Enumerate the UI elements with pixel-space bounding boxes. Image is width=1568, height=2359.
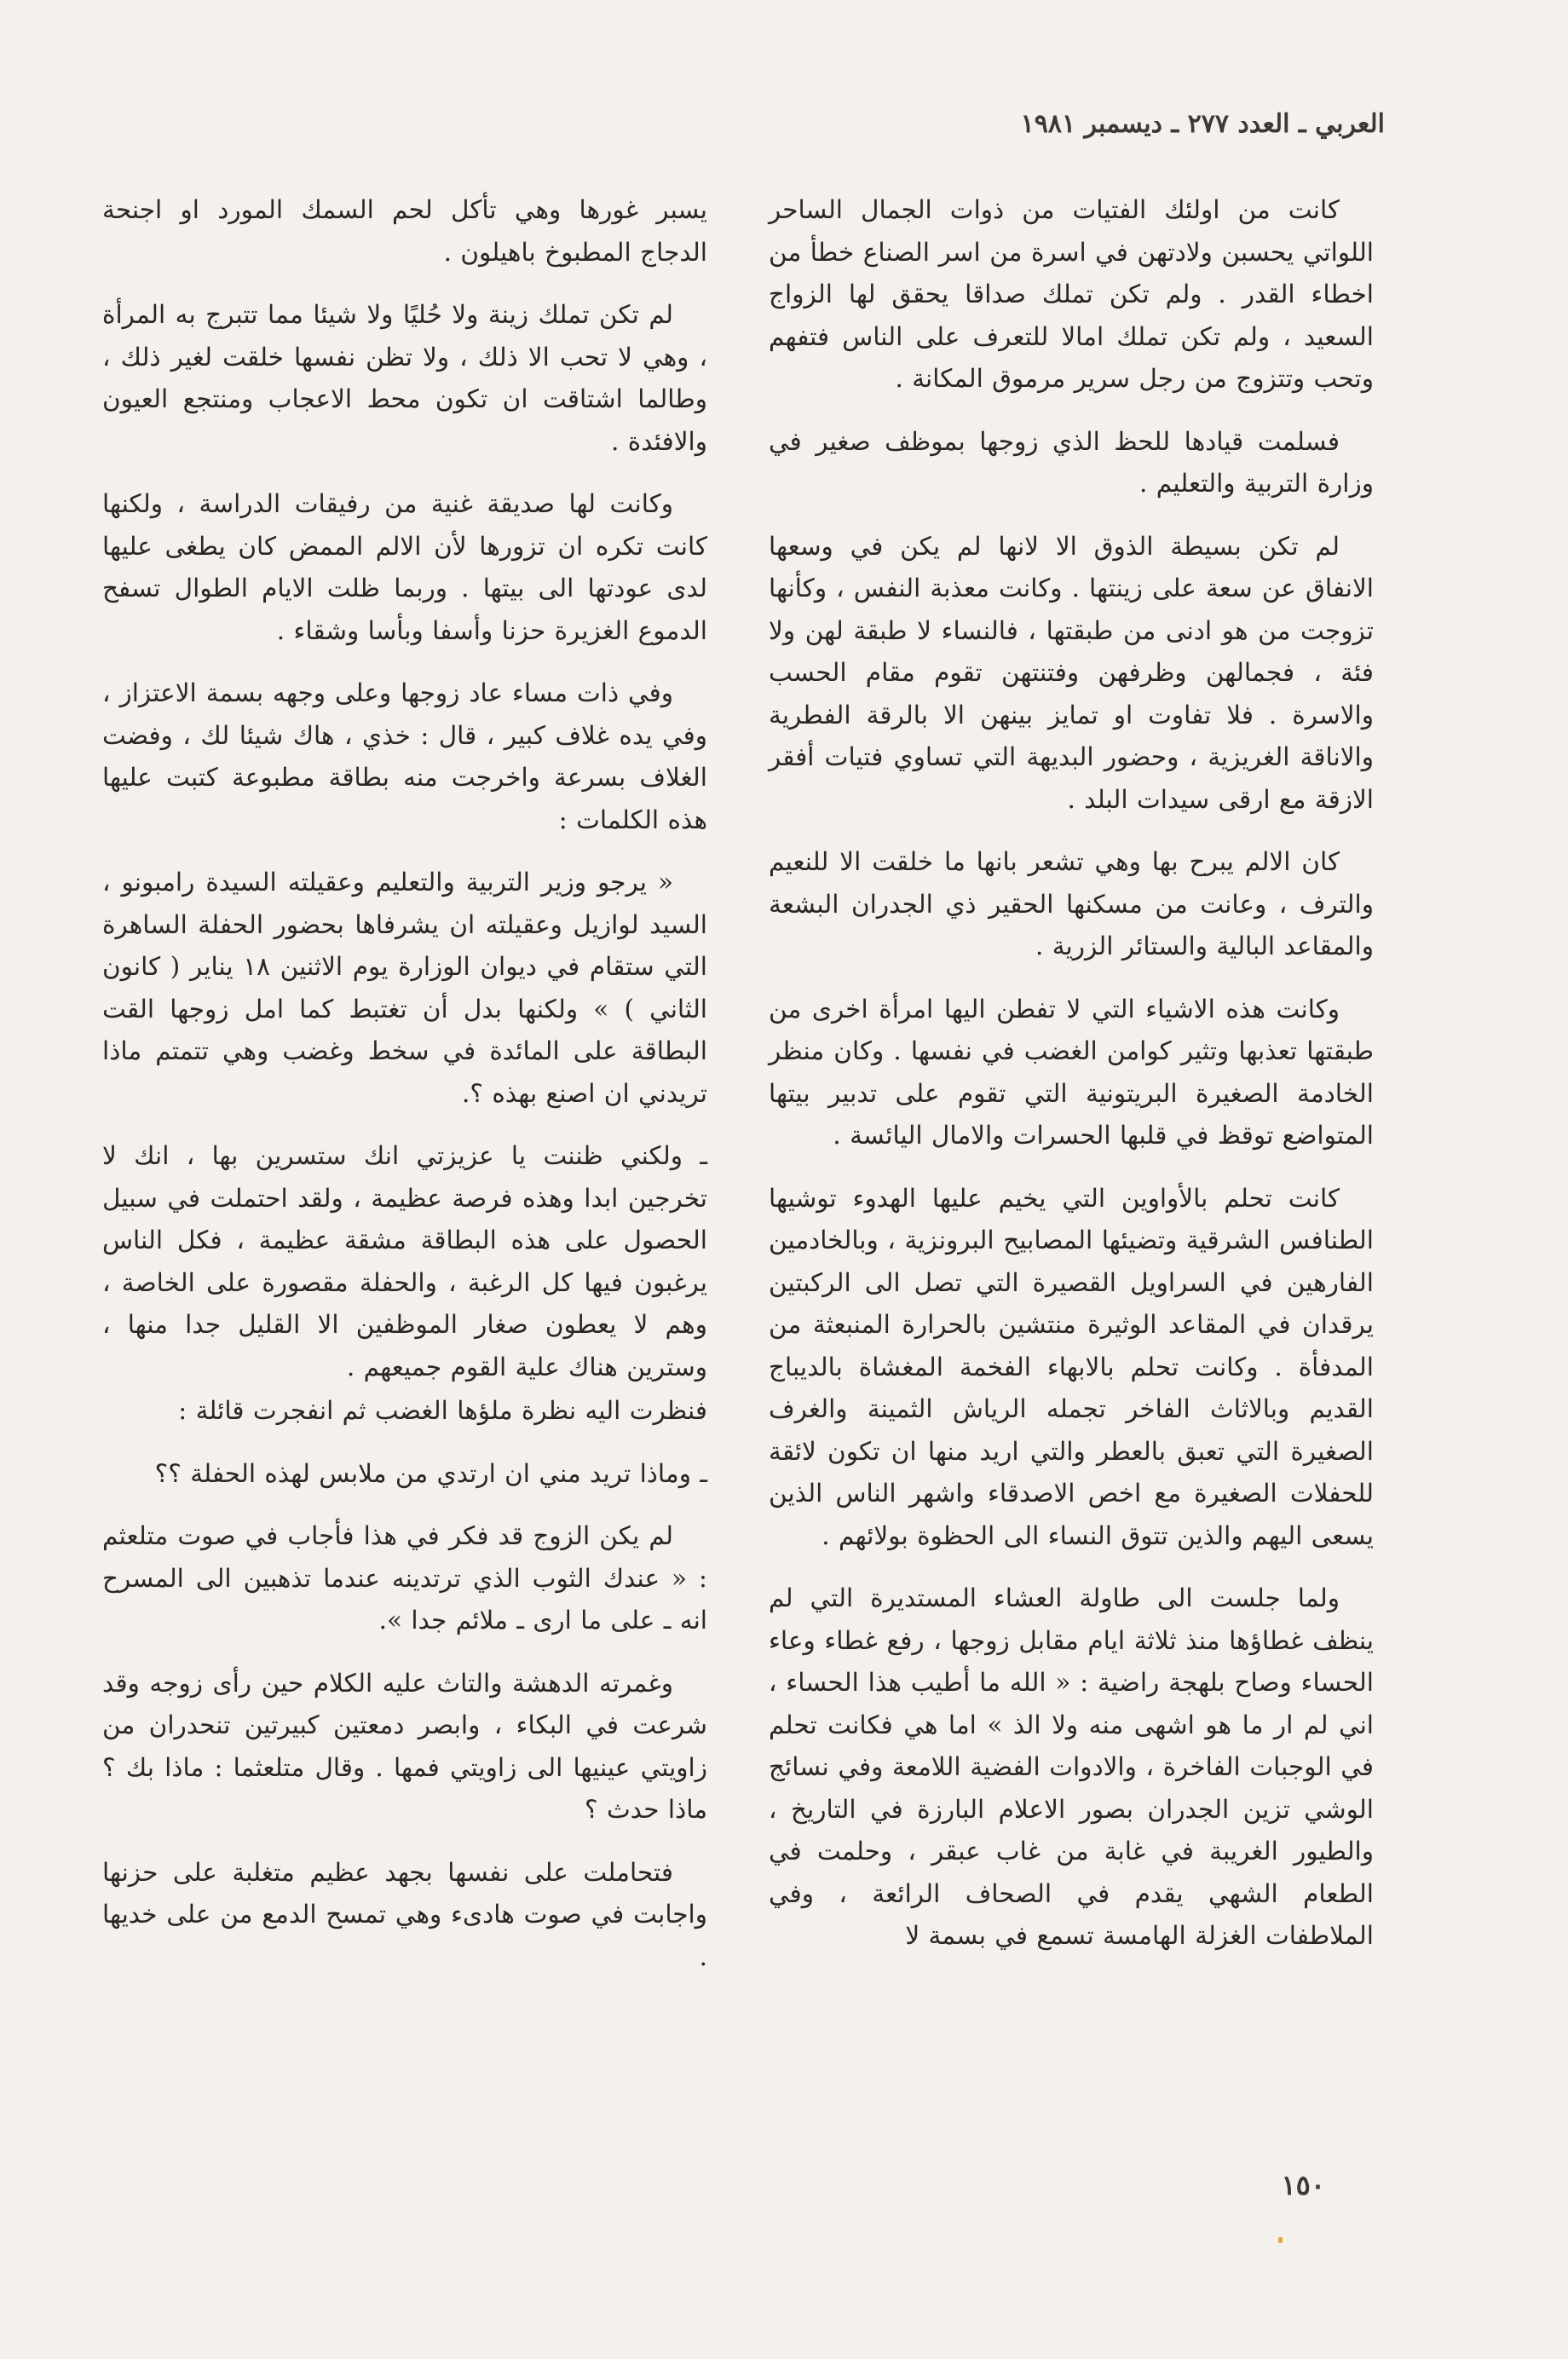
- paragraph: كان الالم يبرح بها وهي تشعر بانها ما خلقت الا للنعيم والترف ، وعانت من مسكنها الحقير ذي الجدران البشعة والمقاعد البالية والستائر الزرية .: [769, 847, 1374, 960]
- paragraph: فتحاملت على نفسها بجهد عظيم متغلبة على حزنها واجابت في صوت هادىء وهي تمسح الدمع من على خديها .: [102, 1857, 707, 1971]
- paragraph: يسبر غورها وهي تأكل لحم السمك المورد او اجنحة الدجاج المطبوخ باهيلون .: [102, 195, 707, 267]
- article-column-right: [769, 189, 1374, 1978]
- paragraph: وكانت هذه الاشياء التي لا تفطن اليها امرأة اخرى من طبقتها تعذبها وتثير كوامن الغضب في نفسها . وكان منظر الخادمة الصغيرة البريتونية التي تقوم على تدبير بيتها المتواضع توقظ في قلبها الحسرات والامال اليائسة .: [769, 994, 1374, 1150]
- paragraph: لم يكن الزوج قد فكر في هذا فأجاب في صوت متلعثم : « عندك الثوب الذي ترتدينه عندما تذهبين الى المسرح انه ـ على ما ارى ـ ملائم جدا ».: [102, 1521, 707, 1635]
- page-number: ١٥٠: [1281, 2169, 1325, 2201]
- paragraph: كانت من اولئك الفتيات من ذوات الجمال الساحر اللواتي يحسبن ولادتهن في اسرة من اسر الصناع خطأ من اخطاء القدر . ولم تكن تملك صداقا يحقق لها الزواج السعيد ، ولم تكن تملك امالا للتعرف على الناس فتفهم وتحب وتتزوج من رجل سرير مرموق المكانة .: [769, 195, 1375, 393]
- dialogue-line: ـ وماذا تريد مني ان ارتدي من ملابس لهذه الحفلة ؟؟: [154, 1458, 707, 1488]
- paragraph: ولما جلست الى طاولة العشاء المستديرة التي لم ينظف غطاؤها منذ ثلاثة ايام مقابل زوجها ، رفع غطاء وعاء الحساء وصاح بلهجة راضية : « الله ما أطيب هذا الحساء ، اني لم ار ما هو اشهى منه ولا الذ » اما هي فكانت تحلم في الوجبات الفاخرة ، والادوات الفضية اللامعة وفي نسائج الوشي تزين الجدران بصور الاعلام البارزة في التاريخ ، والطيور الغريبة في غابة من غاب عبقر ، وحلمت في الطعام الشهي يقدم في الصحاف الرائعة ، وفي الملاطفات الغزلة الهامسة تسمع في بسمة لا: [769, 1583, 1374, 1950]
- paragraph: فنظرت اليه نظرة ملؤها الغضب ثم انفجرت قائلة :: [178, 1396, 707, 1425]
- paragraph: وكانت لها صديقة غنية من رفيقات الدراسة ، ولكنها كانت تكره ان تزورها لأن الالم الممض كان يطغى عليها لدى عودتها الى بيتها . وربما ظلت الايام الطوال تسفح الدموع الغزيرة حزنا وأسفا وبأسا وشقاء .: [102, 489, 707, 645]
- quoted-invitation: « يرجو وزير التربية والتعليم وعقيلته السيدة رامبونو ، السيد لوازيل وعقيلته ان يشرفاها بحضور الحفلة الساهرة التي ستقام في ديوان الوزارة يوم الاثنين ١٨ يناير ( كانون الثاني ) » ولكنها بدل أن تغتبط كما امل زوجها القت البطاقة على المائدة في سخط وغضب وهي تتمتم ماذا تريدني ان اصنع بهذه ؟.: [102, 868, 707, 1108]
- article-column-left: [102, 189, 707, 1999]
- paragraph: وغمرته الدهشة والتاث عليه الكلام حين رأى زوجه وقد شرعت في البكاء ، وابصر دمعتين كبيرتين تنحدران من زاويتي عينيها الى زاويتي فمها . وقال متلعثما : ماذا بك ؟ ماذا حدث ؟: [102, 1668, 707, 1824]
- paper-speck: [1278, 2237, 1283, 2243]
- running-header: العربي ـ العدد ٢٧٧ ـ ديسمبر ١٩٨١: [1020, 109, 1385, 139]
- paragraph: كانت تحلم بالأواوين التي يخيم عليها الهدوء توشيها الطنافس الشرقية وتضيئها المصابيح البرونزية ، وبالخادمين الفارهين في السراويل القصيرة التي تصل الى الركبتين يرقدان في المقاعد الوثيرة منتشين بالحرارة المنبعثة من المدفأة . وكانت تحلم بالابهاء الفخمة المغشاة بالديباج القديم وبالاثاث الفاخر تجمله الرياش الثمينة والغرف الصغيرة التي تعبق بالعطر والتي اريد منها ان تكون لائقة للحفلات الصغيرة مع اخص الاصدقاء واشهر الناس الذين يسعى اليهم والذين تتوق النساء الى الحظوة بولائهم .: [769, 1183, 1374, 1550]
- paragraph: لم تكن تملك زينة ولا حُليًا ولا شيئا مما تتبرج به المرأة ، وهي لا تحب الا ذلك ، ولا تظن نفسها خلقت لغير ذلك ، وطالما اشتاقت ان تكون محط الاعجاب ومنتجع العيون والافئدة .: [102, 300, 707, 456]
- paragraph: فسلمت قيادها للحظ الذي زوجها بموظف صغير في وزارة التربية والتعليم .: [769, 426, 1374, 498]
- paragraph: ـ ولكني ظننت يا عزيزتي انك ستسرين بها ، انك لا تخرجين ابدا وهذه فرصة عظيمة ، ولقد احتملت في سبيل الحصول على هذه البطاقة مشقة عظيمة ، فكل الناس يرغبون فيها كل الرغبة ، والحفلة مقصورة على الخاصة ، وهم لا يعطون صغار الموظفين الا القليل جدا منها ، وسترين هناك علية القوم جميعهم .: [102, 1141, 707, 1381]
- paragraph: وفي ذات مساء عاد زوجها وعلى وجهه بسمة الاعتزاز ، وفي يده غلاف كبير ، قال : خذي ، هاك شيئا لك ، وفضت الغلاف بسرعة واخرجت منه بطاقة مطبوعة كتبت عليها هذه الكلمات :: [102, 678, 707, 834]
- paragraph: لم تكن بسيطة الذوق الا لانها لم يكن في وسعها الانفاق عن سعة على زينتها . وكانت معذبة النفس ، وكأنها تزوجت من هو ادنى من طبقتها ، فالنساء لا طبقة لهن ولا فئة ، فجمالهن وظرفهن وفتنتهن تقوم مقام الحسب والاسرة . فلا تفاوت او تمايز بينهن الا بالرقة الفطرية والاناقة الغريزية ، وحضور البديهة التي تساوي فتيات أفقر الازقة مع ارقى سيدات البلد .: [769, 531, 1374, 814]
